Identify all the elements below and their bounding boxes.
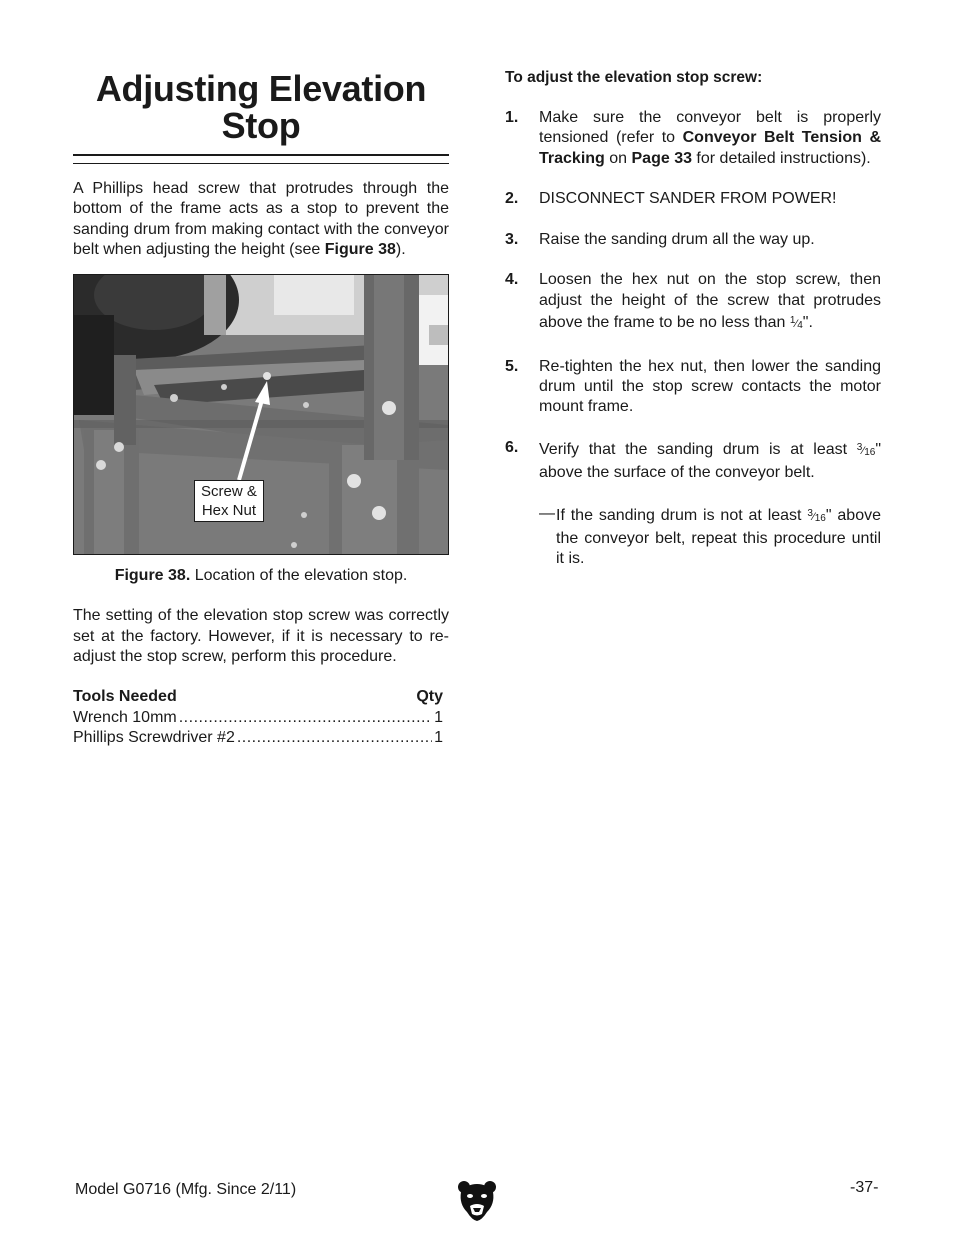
- step-6: [505, 438, 881, 484]
- tool-qty: 1: [434, 728, 443, 746]
- step-number: 6.: [505, 438, 519, 456]
- step-2: [505, 189, 881, 209]
- tool-qty: 1: [434, 708, 443, 726]
- step-text: Loosen the hex nut on the stop screw, then adjust the height of the screw that protrudes above the frame to be no less than $^1⁄_4$".: [539, 271, 881, 331]
- tool-name: Phillips Screwdriver #2: [73, 728, 235, 746]
- figure-caption: [73, 566, 449, 586]
- footer-model: Model G0716 (Mfg. Since 2/11): [75, 1181, 297, 1198]
- fraction: $^3⁄_{16}$: [856, 441, 876, 458]
- step-text: Verify that the sanding drum is at least $^3⁄_{16}$" above the surface of the conveyor belt.: [539, 440, 881, 482]
- tools-header-row: [73, 687, 443, 707]
- figure-reference: Figure 38: [324, 241, 396, 259]
- section-reference: Conveyor Belt Tension & Tracking: [539, 129, 882, 167]
- step-5: [505, 357, 881, 418]
- callout-line-2: Hex Nut: [201, 502, 257, 520]
- step-number: 3.: [505, 230, 519, 248]
- step-text: Re-tighten the hex nut, then lower the sanding drum until the stop screw contacts the motor mount frame.: [539, 357, 881, 416]
- step-number: 2.: [505, 190, 519, 208]
- step-number: 5.: [505, 357, 519, 375]
- procedure-title: To adjust the elevation stop screw:: [505, 69, 763, 86]
- screw-hex-nut-callout: [194, 480, 264, 522]
- intro-text: A Phillips head screw that protrudes through the bottom of the frame acts as a stop to prevent the sanding drum from making contact with the conveyor belt when adjusting the height (see: [73, 180, 449, 259]
- caption-label: Figure 38.: [114, 567, 191, 585]
- intro-paragraph: [73, 179, 449, 260]
- leader-dots: [237, 728, 432, 748]
- note-text: If the sanding drum is not at least $^3⁄_{16}$" above the conveyor belt, repeat this procedure until it is.: [556, 506, 881, 568]
- step-6-note: [539, 504, 881, 570]
- step-text: Raise the sanding drum all the way up.: [539, 230, 815, 248]
- intro-text-end: ).: [395, 241, 406, 259]
- fraction: $^1⁄_4$: [789, 314, 803, 331]
- grizzly-bear-logo-icon: [457, 1180, 497, 1222]
- setting-paragraph: The setting of the elevation stop screw was correctly set at the factory. However, if it is necessary to re-adjust the stop screw, perform this procedure.: [73, 607, 449, 665]
- caption-text: Location of the elevation stop.: [190, 567, 408, 585]
- tool-row: [73, 728, 443, 748]
- tool-row: [73, 708, 443, 728]
- page-reference: Page 33: [631, 149, 692, 167]
- tools-needed-table: [73, 687, 443, 748]
- tool-name: Wrench 10mm: [73, 708, 177, 726]
- step-text: DISCONNECT SANDER FROM POWER!: [539, 190, 837, 208]
- tools-header: Tools Needed: [73, 688, 177, 706]
- step-number: 1.: [505, 109, 519, 126]
- step-4: [505, 270, 881, 336]
- right-column: [505, 66, 881, 570]
- leader-dots: [179, 708, 432, 728]
- step-1: [505, 108, 881, 169]
- left-column: [73, 66, 449, 748]
- note-dash: —: [539, 504, 555, 522]
- page-title: [73, 70, 449, 144]
- title-line-1: Adjusting Elevation: [95, 68, 427, 109]
- step-text: Make sure the conveyor belt is properly tensioned (refer to Conveyor Belt Tension & Tracking on Page 33 for detailed instructions).: [539, 109, 882, 167]
- step-3: [505, 230, 881, 250]
- title-line-2: Stop: [221, 105, 301, 146]
- figure-38-photo: [73, 274, 449, 555]
- page-number: -37-: [850, 1179, 879, 1196]
- fraction: $^3⁄_{16}$: [807, 507, 826, 524]
- qty-header: Qty: [416, 688, 443, 706]
- procedure-steps: [505, 108, 881, 570]
- callout-line-1: Screw &: [201, 483, 257, 501]
- step-number: 4.: [505, 271, 519, 289]
- title-double-rule: [73, 154, 449, 164]
